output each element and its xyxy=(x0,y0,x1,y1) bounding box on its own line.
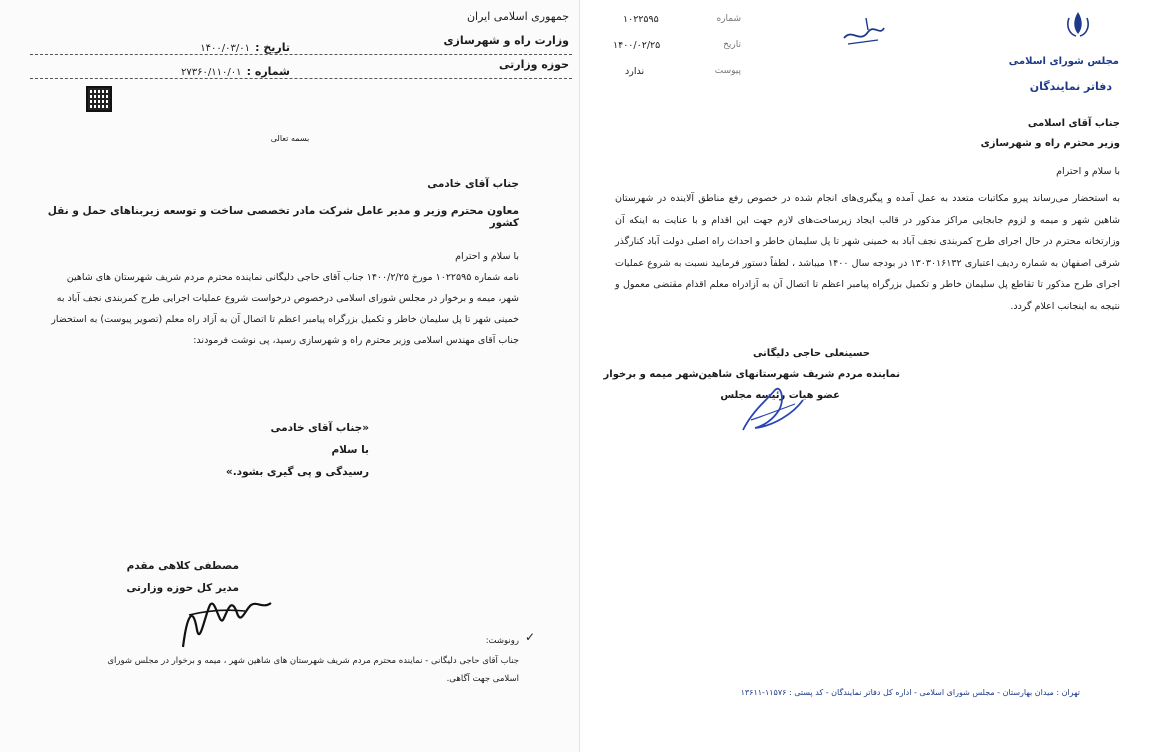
ministry-label: وزارت راه و شهرسازی xyxy=(443,34,569,47)
meta-number-label: شماره xyxy=(716,14,741,24)
signer-role: عضو هیات رئیسه مجلس xyxy=(720,390,840,401)
meta-date-label: تاریخ xyxy=(723,40,741,50)
calligraphy-emblem-icon xyxy=(838,14,888,48)
recipient-title: جناب آقای اسلامی xyxy=(1027,118,1120,129)
quote-line-1: «جناب آقای خادمی xyxy=(270,422,369,434)
check-mark-icon: ✓ xyxy=(525,630,536,644)
parliament-logo xyxy=(1008,8,1123,80)
number-value: ۲۷۳۶۰/۱۱۰/۰۱ xyxy=(181,67,242,78)
letter-meta xyxy=(613,12,793,82)
office-name: دفاتر نمایندگان xyxy=(1029,80,1112,93)
recipient-position: معاون محترم وزیر و مدیر عامل شرکت مادر تخصصی ساخت و توسعه زیربناهای حمل و نقل کشور xyxy=(47,205,519,229)
meta-attachment-value: ندارد xyxy=(625,66,645,77)
footer-address: تهران : میدان بهارستان - مجلس شورای اسلامی - اداره کل دفاتر نمایندگان - کد پستی : ۱۱۵۷۶-۱۳۶۱۱ xyxy=(740,688,1080,697)
header-divider xyxy=(30,78,572,79)
quote-line-2: با سلام xyxy=(331,444,369,456)
number-field xyxy=(60,60,290,79)
office-label: حوزه وزارتی xyxy=(498,58,569,71)
letter-body: نامه شماره ۱۰۲۲۵۹۵ مورخ ۱۴۰۰/۲/۲۵ جناب آقای حاجی دلیگانی نماینده محترم مردم شریف شهرستان های شاهین شهر، میمه و برخوار در مجلس شورای اسلامی درخصوص درخواست شروع عملیات اجرایی طرح کمربندی نجف آباد به خمینی شهر تا پل سلیمان خاطر و تکمیل بزرگراه پیامبر اعظم تا اتصال آن به آزاد راه معلم (تصویر پیوست) به استحضار جناب آقای مهندس اسلامی وزیر محترم راه و شهرسازی رسید، پی نوشت فرمودند: xyxy=(51,272,519,346)
header-divider xyxy=(30,54,572,55)
signature-image xyxy=(175,575,285,655)
meta-date-value: ۱۴۰۰/۰۲/۲۵ xyxy=(613,40,661,51)
meta-attachment-label: پیوست xyxy=(714,66,741,76)
date-value: ۱۴۰۰/۰۳/۰۱ xyxy=(200,43,251,54)
signer-name: مصطفی کلاهی مقدم xyxy=(126,560,239,572)
quote-line-3: رسیدگی و پی گیری بشود.» xyxy=(225,466,369,478)
number-label: شماره : xyxy=(246,65,290,78)
signer-name: حسینعلی حاجی دلیگانی xyxy=(752,348,870,359)
date-label: تاریخ : xyxy=(255,41,290,54)
signer-title: نماینده مردم شریف شهرستانهای شاهین‌شهر میمه و برخوار xyxy=(603,369,900,380)
date-field xyxy=(60,36,290,55)
republic-label: جمهوری اسلامی ایران xyxy=(466,10,569,23)
meta-number-value: ۱۰۲۲۵۹۵ xyxy=(623,14,659,25)
qr-code xyxy=(86,86,112,112)
parliament-logo-text: مجلس شورای اسلامی xyxy=(1008,56,1119,67)
basmala: بسمه تعالی xyxy=(270,134,310,143)
recipient-position: وزیر محترم راه و شهرسازی xyxy=(980,138,1120,149)
cc-text: جناب آقای حاجی دلیگانی - نماینده محترم مردم شریف شهرستان های شاهین شهر ، میمه و برخوار در مجلس شورای اسلامی جهت آگاهی. xyxy=(107,656,519,684)
cc-label: رونوشت: xyxy=(485,636,519,646)
greeting: با سلام و احترام xyxy=(455,251,519,262)
recipient-title: جناب آقای خادمی xyxy=(427,178,519,190)
signature-image xyxy=(733,370,813,440)
signer-title: مدیر کل حوزه وزارتی xyxy=(126,582,239,594)
parliament-letter-page xyxy=(583,0,1150,752)
letter-body: به استحضار می‌رساند پیرو مکاتبات متعدد به عمل آمده و پیگیری‌های انجام شده در خصوص رفع مناطق آلاینده در شهرستان شاهین شهر و میمه و لزوم جابجایی مراکز مذکور در قالب ایجاد زیرساخت‌های لازم جهت این اقدام و با عنایت به اینکه آن وزارتخانه محترم در حال اجرای طرح کمربندی نجف آباد به خمینی شهر تا پل سلیمان خاطر و احداث راه اصلی دولت آباد کنارگذر شرقی اصفهان به شماره ردیف اعتباری ۱۳۰۳۰۱۶۱۳۲ در بودجه سال ۱۴۰۰ میباشد ، لطفاً دستور فرمایید نسبت به شروع عملیات اجرای طرح مذکور تا تقاطع پل سلیمان خاطر و تکمیل بزرگراه پیامبر اعظم تا اتصال آن به آزادراه معلم اقدام مقتضی معمول و نتیجه به اینجانب اعلام گردد. xyxy=(615,193,1120,312)
greeting: با سلام و احترام xyxy=(1056,166,1120,177)
